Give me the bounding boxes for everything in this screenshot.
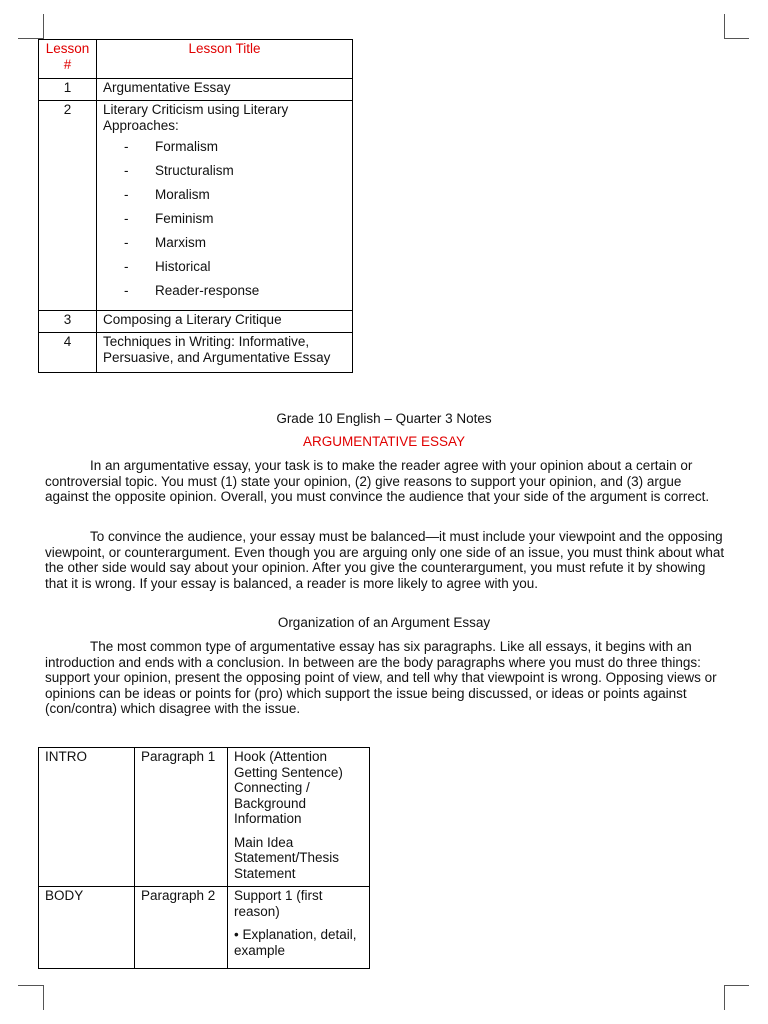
lesson-number: 3 bbox=[39, 311, 97, 333]
table-row bbox=[39, 887, 370, 969]
crop-mark-top-left bbox=[43, 14, 44, 39]
lesson-cell bbox=[97, 101, 353, 311]
content-text: • Explanation, detail, example bbox=[234, 927, 357, 958]
organization-heading: Organization of an Argument Essay bbox=[277, 615, 491, 630]
content-cell bbox=[228, 748, 370, 887]
lesson-number: 4 bbox=[39, 333, 97, 373]
list-item: - Moralism bbox=[124, 187, 210, 202]
list-item: - Formalism bbox=[124, 139, 218, 154]
paragraph-cell: Paragraph 2 bbox=[135, 887, 228, 969]
section-cell: BODY bbox=[39, 887, 135, 969]
approach-label: Structuralism bbox=[155, 163, 234, 178]
crop-mark-top-right bbox=[724, 14, 725, 39]
list-item: - Structuralism bbox=[124, 163, 234, 178]
content-text: Main Idea Statement/Thesis Statement bbox=[234, 834, 340, 881]
lesson-row bbox=[39, 79, 353, 101]
lesson-title: Literary Criticism using Literary Approaches: bbox=[103, 102, 289, 133]
approach-label: Formalism bbox=[155, 139, 218, 154]
lesson-number: 2 bbox=[39, 101, 97, 311]
lesson-title-header: Lesson Title bbox=[97, 40, 353, 79]
paragraph-intro: In an argumentative essay, your task is to make the reader agree with your opinion about a certain or controversial topic. You must (1) state your opinion, (2) give reasons to support your opinion, and (3) argue against the opposite opinion. Overall, you must convince the audience that your side of the argument is correct. bbox=[45, 458, 710, 504]
content-text: Support 1 (first reason) bbox=[234, 888, 323, 919]
table-row bbox=[39, 748, 370, 887]
lesson-number-header: Lesson # bbox=[39, 40, 97, 79]
list-item: - Feminism bbox=[124, 211, 214, 226]
approach-label: Moralism bbox=[155, 187, 210, 202]
crop-mark-bottom-right bbox=[724, 985, 725, 1010]
lesson-title: Argumentative Essay bbox=[97, 79, 353, 101]
lesson-table bbox=[38, 39, 353, 373]
approach-label: Marxism bbox=[155, 235, 206, 250]
lesson-row bbox=[39, 333, 353, 373]
lesson-row bbox=[39, 311, 353, 333]
crop-mark-top-right-h bbox=[724, 38, 749, 39]
approach-list bbox=[103, 139, 346, 307]
list-item: - Historical bbox=[124, 259, 211, 274]
content-cell bbox=[228, 887, 370, 969]
crop-mark-bottom-left-h bbox=[18, 985, 43, 986]
paragraph-organization: The most common type of argumentative essay has six paragraphs. Like all essays, it begins with an introduction and ends with a conclusion. In between are the body paragraphs where you must do three things: support your opinion, present the opposing point of view, and tell why that viewpoint is wrong. Opposing views or opinions can be ideas or points for (pro) which support the issue being discussed, or ideas or points against (con/contra) which disagree with the issue. bbox=[45, 639, 717, 716]
paragraph-cell: Paragraph 1 bbox=[135, 748, 228, 887]
list-item: - Marxism bbox=[124, 235, 206, 250]
lesson-number: 1 bbox=[39, 79, 97, 101]
approach-label: Reader-response bbox=[155, 283, 260, 298]
notes-heading: Grade 10 English – Quarter 3 Notes bbox=[276, 411, 492, 426]
approach-label: Historical bbox=[155, 259, 211, 274]
content-text: Hook (Attention Getting Sentence) Connecting / Background Information bbox=[234, 749, 343, 826]
section-cell: INTRO bbox=[39, 748, 135, 887]
crop-mark-bottom-left bbox=[43, 985, 44, 1010]
lesson-row bbox=[39, 101, 353, 311]
crop-mark-bottom-right-h bbox=[724, 985, 749, 986]
lesson-title: Composing a Literary Critique bbox=[97, 311, 353, 333]
list-item: - Reader-response bbox=[124, 283, 260, 298]
organization-table bbox=[38, 747, 370, 969]
paragraph-balance: To convince the audience, your essay must be balanced—it must include your viewpoint and the opposing viewpoint, or counterargument. Even though you are arguing only one side of an issue, you must think about what the other side would say about your opinion. After you give the counterargument, you must refute it by showing that it is wrong. If your essay is balanced, a reader is more likely to agree with you. bbox=[45, 529, 725, 591]
approach-label: Feminism bbox=[155, 211, 214, 226]
lesson-table-header bbox=[39, 40, 353, 79]
essay-title: ARGUMENTATIVE ESSAY bbox=[302, 434, 466, 449]
lesson-title: Techniques in Writing: Informative, Persuasive, and Argumentative Essay bbox=[97, 333, 353, 373]
